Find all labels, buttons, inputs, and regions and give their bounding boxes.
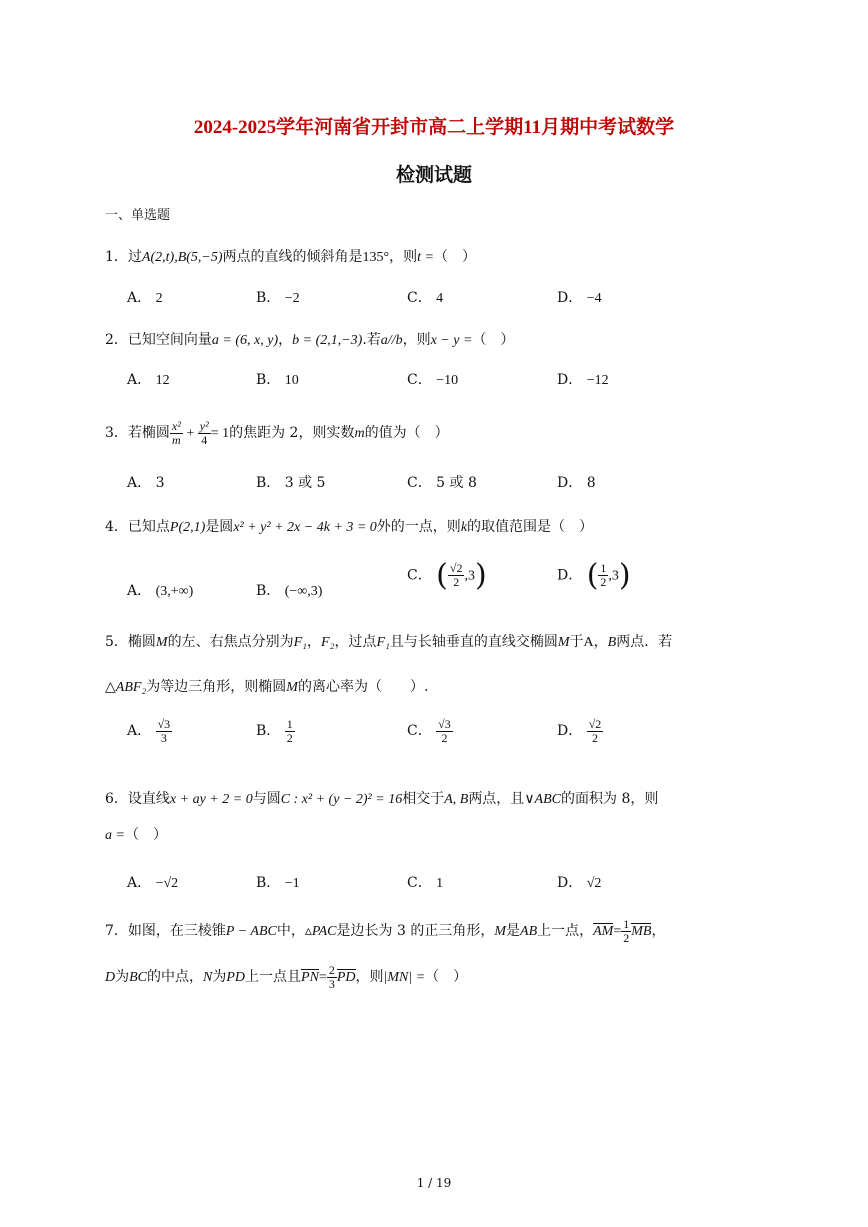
ellipse-eq-x-frac: $\frac{\text{x²}}{m}$ — [171, 419, 181, 447]
q1-option-c: C． 4 — [407, 290, 444, 306]
question-5-line-1: 5．椭圆M的左、右焦点分别为F₁，F₂，过点F₁且与长轴垂直的直线交椭圆M于A，B两点．若 — [105, 634, 673, 650]
q2-option-a: A． 12 — [127, 372, 170, 388]
q5-option-a: A． $\frac{√3}{3}$ — [127, 717, 171, 745]
page-number: 1 / 19 — [416, 1176, 452, 1190]
ellipse-eq-y-frac: $\frac{\text{y²}}{4}$ — [199, 419, 209, 447]
q3-option-d: D． 8 — [557, 475, 596, 491]
q4-option-d: D． ( $\frac{1}{2}$ ,3) — [557, 558, 631, 593]
q3-option-a: A． 3 — [127, 475, 165, 491]
q5-option-b: B． $\frac{1}{2}$ — [256, 717, 293, 745]
question-6-line-1: 6．设直线x + ay + 2 = 0与圆C : x² + (y − 2)² = 16相交于A, B两点，且∨ABC的面积为 8，则 — [105, 791, 659, 807]
q1-option-b: B． −2 — [256, 290, 300, 306]
question-3: 3．若椭圆 $\frac{\text{x²}}{m}$ + $\frac{\text{y²}}{4}$ = 1的焦距为 2，则实数m的值为（ ） — [105, 419, 449, 447]
section-heading: 一、单选题 — [105, 208, 171, 223]
q1-option-d: D． −4 — [557, 290, 602, 306]
q1-option-a: A． 2 — [127, 290, 163, 306]
q6-option-c: C． 1 — [407, 875, 444, 891]
question-7-line-2: D为BC的中点，N为PD上一点且PN= $\frac{2}{3}$ PD，则|MN| =（ ） — [105, 963, 468, 991]
question-4: 4．已知点P(2,1)是圆x² + y² + 2x − 4k + 3 = 0外的一点，则k的取值范围是（ ） — [105, 519, 594, 535]
q2-option-b: B． 10 — [256, 372, 299, 388]
q5-option-c: C． $\frac{√3}{2}$ — [407, 717, 451, 745]
q3-option-b: B． 3 或 5 — [256, 475, 326, 491]
question-2: 2．已知空间向量a = (6, x, y)，b = (2,1,−3).若a//b，则x − y =（ ） — [105, 332, 515, 348]
q4-option-c: C． ( $\frac{√2}{2}$ ,3) — [407, 558, 487, 593]
q6-option-a: A． −√2 — [127, 875, 179, 891]
question-5-line-2: △ABF₂为等边三角形，则椭圆M的离心率为（ ）. — [105, 679, 429, 695]
q4-option-b: B． (−∞,3) — [256, 583, 323, 599]
document-subtitle: 检测试题 — [395, 164, 472, 186]
q2-option-c: C． −10 — [407, 372, 459, 388]
question-1: 1．过A(2,t),B(5,−5)两点的直线的倾斜角是135°，则t =（ ） — [105, 249, 476, 265]
q4-option-a: A． (3,+∞) — [127, 583, 194, 599]
document-title: 2024-2025学年河南省开封市高二上学期11月期中考试数学 — [193, 117, 675, 138]
q5-option-d: D． $\frac{√2}{2}$ — [557, 717, 602, 745]
question-6-line-2: a =（ ） — [105, 827, 167, 843]
q6-option-b: B． −1 — [256, 875, 300, 891]
question-7-line-1: 7．如图，在三棱锥P − ABC中，▵PAC是边长为 3 的正三角形，M是AB上一点，AM= $\frac{1}{2}$ MB， — [105, 917, 666, 945]
q2-option-d: D． −12 — [557, 372, 609, 388]
q6-option-d: D． √2 — [557, 875, 602, 891]
q3-option-c: C． 5 或 8 — [407, 475, 477, 491]
